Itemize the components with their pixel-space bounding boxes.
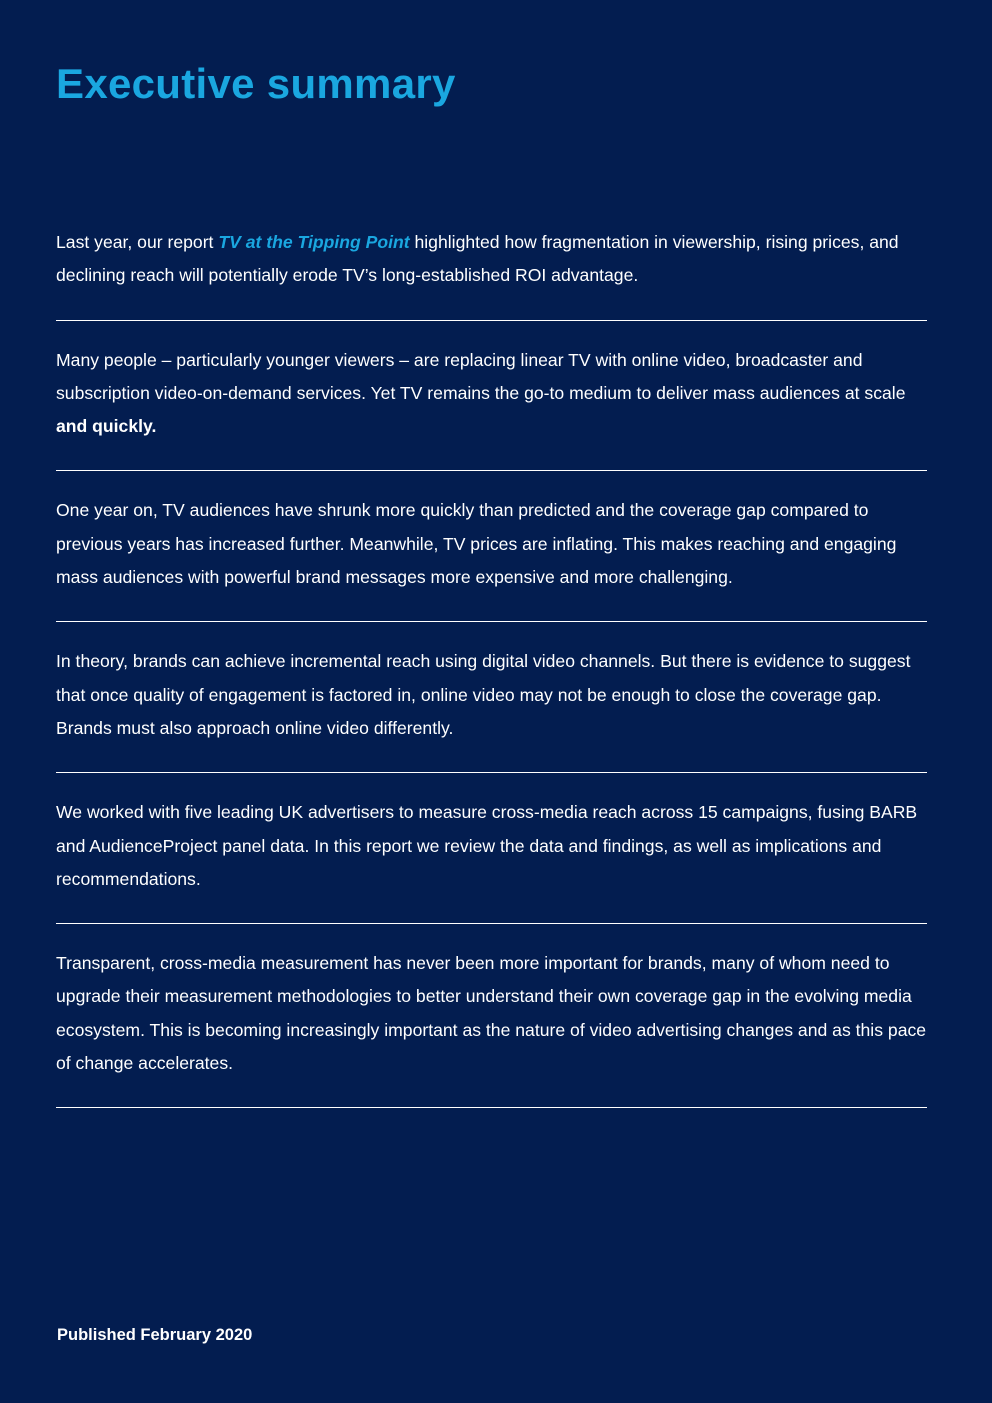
divider — [56, 1107, 927, 1108]
paragraph-4: In theory, brands can achieve incremental reach using digital video channels. But there is evidence to suggest that once quality of engagement is factored in, online video may not be enough to close the coverage gap. Brands must also approach online video differently. — [56, 651, 911, 738]
paragraph-2 — [56, 344, 927, 444]
publication-date: Published February 2020 — [57, 1326, 253, 1344]
paragraph-2-text: Many people – particularly younger viewers – are replacing linear TV with online video, broadcaster and subscription video-on-demand services. Yet TV remains the go-to medium to deliver mass audiences at scale — [56, 349, 906, 403]
paragraph-2-emphasis: and quickly. — [56, 416, 157, 437]
paragraph-1 — [56, 226, 927, 293]
divider — [56, 621, 927, 622]
report-title-reference: TV at the Tipping Point — [218, 232, 410, 252]
paragraph-3: One year on, TV audiences have shrunk more quickly than predicted and the coverage gap compared to previous years has increased further. Meanwhile, TV prices are inflating. This makes reaching and engaging mass audiences with powerful brand messages more expensive and more challenging. — [56, 500, 897, 588]
paragraph-5: We worked with five leading UK advertisers to measure cross-media reach across 15 campaigns, fusing BARB and AudienceProject panel data. In this report we review the data and findings, as well as implications and recommendations. — [56, 802, 918, 889]
divider — [56, 772, 927, 773]
summary-content — [56, 226, 927, 1108]
divider — [56, 320, 927, 321]
page-title: Executive summary — [56, 60, 456, 107]
paragraph-1-intro: Last year, our report — [56, 232, 219, 252]
paragraph-1-rest: highlighted how fragmentation in viewership, rising prices, and declining reach will potentially erode TV’s long-established ROI advantage. — [56, 232, 899, 286]
paragraph-6: Transparent, cross-media measurement has never been more important for brands, many of whom need to upgrade their measurement methodologies to better understand their own coverage gap in the evolving media ecosystem. This is becoming increasingly important as the nature of video advertising changes and as this pace of change accelerates. — [56, 953, 927, 1074]
divider — [56, 470, 927, 471]
divider — [56, 923, 927, 924]
